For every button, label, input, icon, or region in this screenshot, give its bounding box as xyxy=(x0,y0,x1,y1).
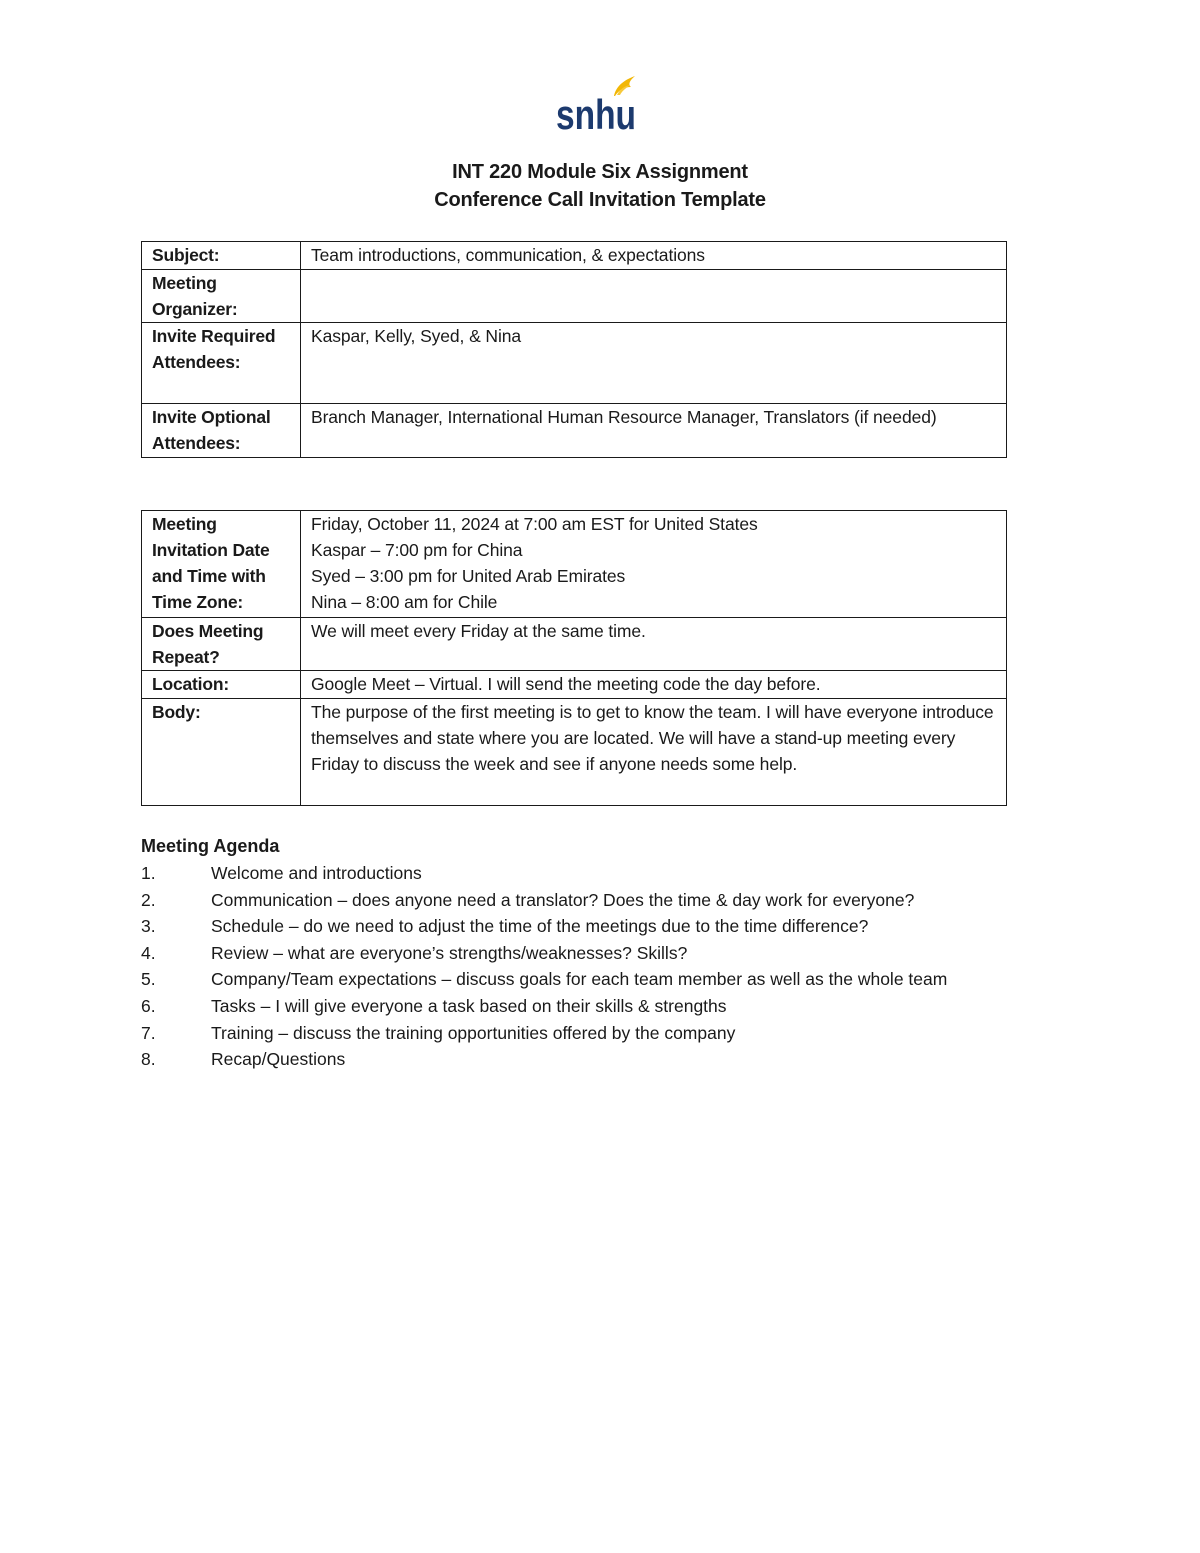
document-title xyxy=(0,158,1200,214)
organizer-row xyxy=(142,270,1007,323)
datetime-line-chile: Nina – 8:00 am for Chile xyxy=(311,592,498,612)
snhu-logo-icon xyxy=(554,74,640,138)
subject-row xyxy=(142,242,1007,270)
agenda-item-number: 3. xyxy=(141,916,156,937)
agenda-item-number: 2. xyxy=(141,889,156,910)
optional-attendees-label: Invite Optional Attendees: xyxy=(142,404,301,458)
datetime-value xyxy=(301,511,1007,618)
agenda-item xyxy=(141,966,1141,993)
agenda-item-text: Recap/Questions xyxy=(211,1049,346,1070)
repeat-value: We will meet every Friday at the same time. xyxy=(301,618,1007,671)
agenda-heading: Meeting Agenda xyxy=(141,836,280,856)
subject-value: Team introductions, communication, & expectations xyxy=(301,242,1007,270)
meeting-details-table xyxy=(141,510,1007,806)
snhu-logo xyxy=(554,74,640,138)
body-row xyxy=(142,699,1007,806)
repeat-row xyxy=(142,618,1007,671)
agenda-list xyxy=(141,860,1141,1073)
agenda-item xyxy=(141,993,1141,1020)
optional-attendees-value: Branch Manager, International Human Resource Manager, Translators (if needed) xyxy=(301,404,1007,458)
required-attendees-row xyxy=(142,323,1007,404)
organizer-value xyxy=(301,270,1007,323)
required-attendees-label: Invite Required Attendees: xyxy=(142,323,301,404)
datetime-line-us: Friday, October 11, 2024 at 7:00 am EST for United States xyxy=(311,514,758,534)
datetime-label: Meeting Invitation Date and Time with Time Zone: xyxy=(142,511,301,618)
datetime-line-china: Kaspar – 7:00 pm for China xyxy=(311,540,523,560)
agenda-item-text: Communication – does anyone need a translator? Does the time & day work for everyone? xyxy=(211,889,915,910)
body-label: Body: xyxy=(142,699,301,806)
optional-attendees-row xyxy=(142,404,1007,458)
agenda-item-number: 6. xyxy=(141,995,156,1016)
agenda-item-number: 7. xyxy=(141,1022,156,1043)
agenda-item xyxy=(141,1020,1141,1047)
agenda-item xyxy=(141,913,1141,940)
agenda-item-text: Training – discuss the training opportunities offered by the company xyxy=(211,1022,736,1043)
body-value: The purpose of the first meeting is to get to know the team. I will have everyone introduce themselves and state where you are located. We will have a stand-up meeting every Friday to discuss the week and see if anyone needs some help. xyxy=(301,699,1007,806)
agenda-item xyxy=(141,1046,1141,1073)
agenda-item-number: 8. xyxy=(141,1049,156,1070)
location-row xyxy=(142,671,1007,699)
agenda-item-text: Company/Team expectations – discuss goals for each team member as well as the whole team xyxy=(211,969,948,990)
agenda-item-number: 5. xyxy=(141,969,156,990)
agenda-item-text: Schedule – do we need to adjust the time of the meetings due to the time difference? xyxy=(211,916,869,937)
location-label: Location: xyxy=(142,671,301,699)
datetime-row xyxy=(142,511,1007,618)
agenda-item-number: 1. xyxy=(141,863,156,883)
repeat-label: Does Meeting Repeat? xyxy=(142,618,301,671)
required-attendees-value: Kaspar, Kelly, Syed, & Nina xyxy=(301,323,1007,404)
datetime-line-uae: Syed – 3:00 pm for United Arab Emirates xyxy=(311,566,626,586)
agenda-item-text: Review – what are everyone’s strengths/weaknesses? Skills? xyxy=(211,942,688,963)
agenda-item-number: 4. xyxy=(141,942,156,963)
subject-label: Subject: xyxy=(142,242,301,270)
agenda-item xyxy=(141,887,1141,914)
title-line-2: Conference Call Invitation Template xyxy=(434,189,766,211)
agenda-item xyxy=(141,940,1141,967)
invitation-details-table xyxy=(141,241,1007,458)
location-value: Google Meet – Virtual. I will send the meeting code the day before. xyxy=(301,671,1007,699)
organizer-label: Meeting Organizer: xyxy=(142,270,301,323)
title-line-1: INT 220 Module Six Assignment xyxy=(452,161,748,183)
agenda-item-text: Welcome and introductions xyxy=(211,863,422,883)
agenda-item xyxy=(141,860,1141,887)
agenda-item-text: Tasks – I will give everyone a task based on their skills & strengths xyxy=(211,995,727,1016)
logo-wordmark: snhu xyxy=(556,91,636,138)
